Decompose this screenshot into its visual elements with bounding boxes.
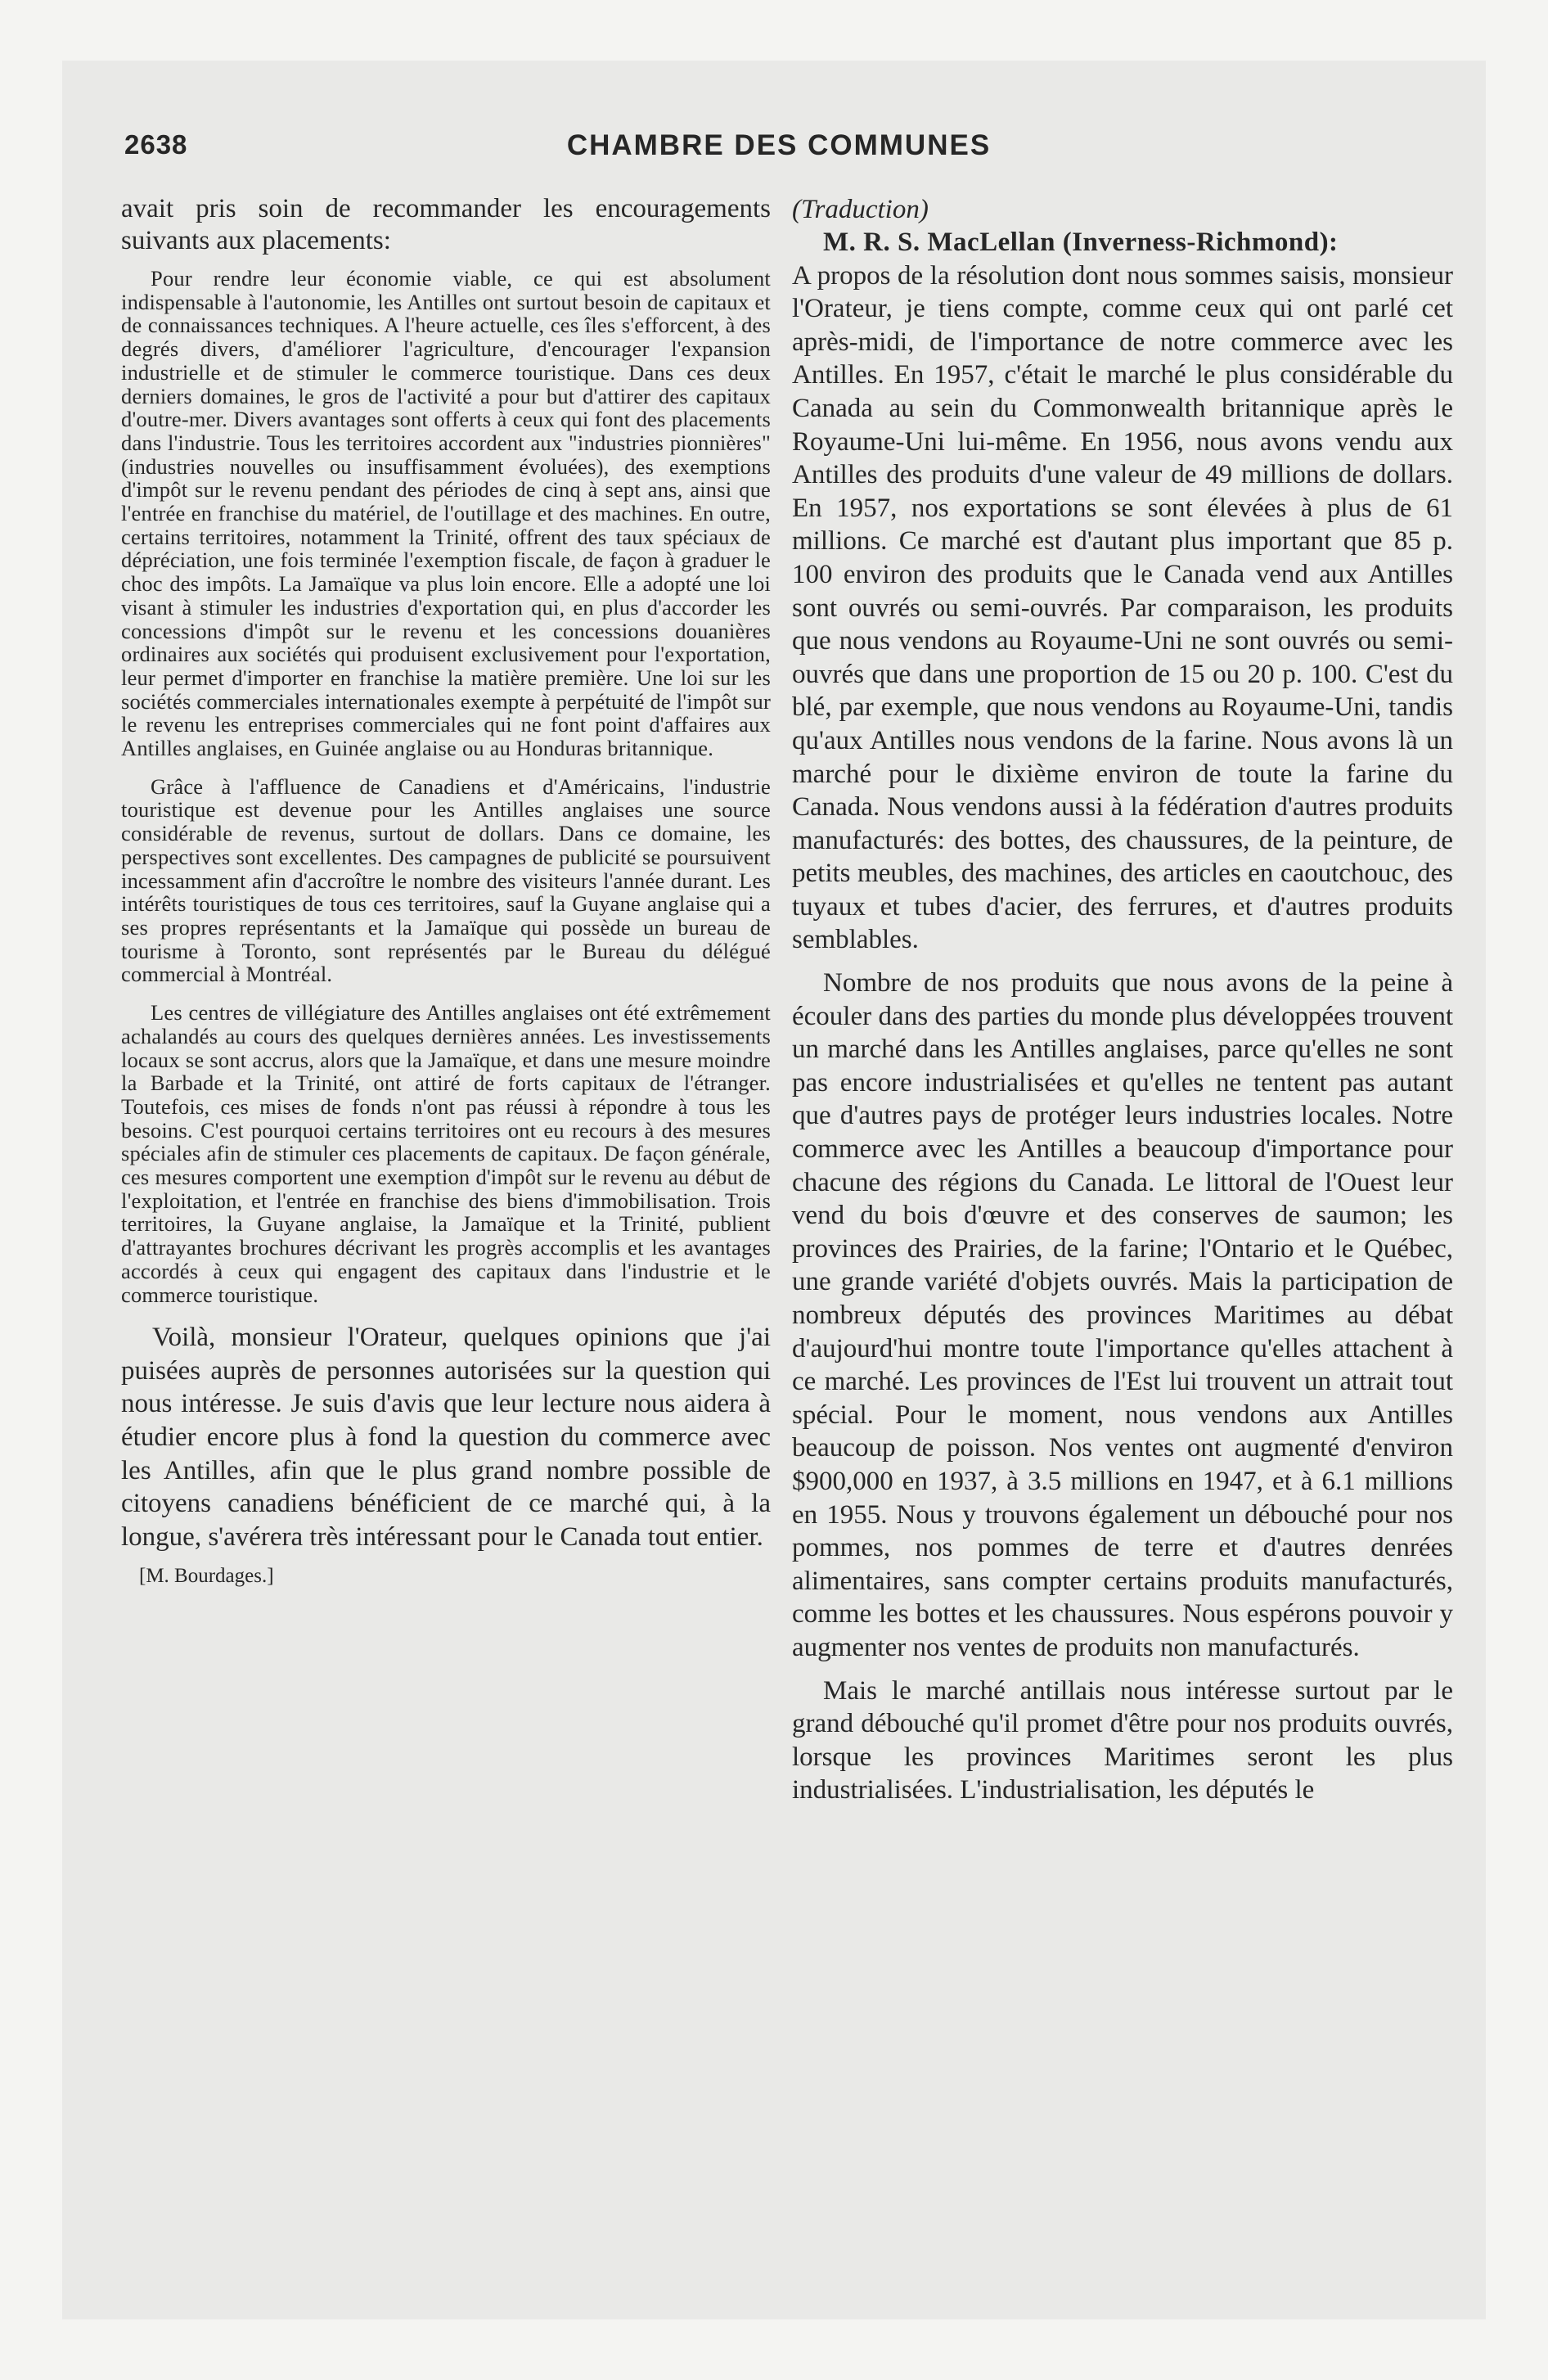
lead-paragraph: avait pris soin de recommander les encouragements suivants aux placements:: [121, 194, 771, 255]
speech-paragraph-1: A propos de la résolution dont nous sommes saisis, monsieur l'Orateur, je tiens compte, comme ceux qui ont parlé cet après-midi, de l'importance de notre commerce avec les Antilles. En 1957, c'était le marché le plus considérable du Canada au sein du Commonwealth britannique après le Royaume-Uni lui-même. En 1956, nous avons vendu aux Antilles des produits d'une valeur de 49 millions de dollars. En 1957, nos exportations se sont élevées à plus de 61 millions. Ce marché est d'autant plus important que 85 p. 100 environ des produits que le Canada vend aux Antilles sont ouvrés ou semi-ouvrés. Par comparaison, les produits que nous vendons au Royaume-Uni ne sont ouvrés ou semi-ouvrés que dans une proportion de 15 ou 20 p. 100. C'est du blé, par exemple, que nous vendons au Royaume-Uni, tandis qu'aux Antilles nous vendons de la farine. Nous avons là un marché pour le dixième environ de toute la farine du Canada. Nous vendons aussi à la fédération d'autres produits manufacturés: des bottes, des chaussures, de la peinture, de petits meubles, des machines, des articles en caoutchouc, des tuyaux et tubes d'acier, des ferrures, et d'autres produits semblables.: [792, 260, 1453, 955]
page-header: [124, 129, 1433, 170]
left-column: [121, 193, 771, 1588]
translation-note: (Traduction): [792, 195, 929, 224]
quoted-paragraph-1: Pour rendre leur économie viable, ce qui est absolument indispensable à l'autonomie, les Antilles ont surtout besoin de capitaux et de connaissances techniques. A l'heure actuelle, ces îles s'efforcent, à des degrés divers, d'améliorer l'agriculture, d'encourager l'expansion industrielle et de stimuler le commerce touristique. Dans ces deux derniers domaines, le gros de l'activité a pour but d'attirer des capitaux d'outre-mer. Divers avantages sont offerts à ceux qui font des placements dans l'industrie. Tous les territoires accordent aux "industries pionnières" (industries nouvelles ou insuffisamment évoluées), des exemptions d'impôt sur le revenu pendant des périodes de cinq à sept ans, ainsi que l'entrée en franchise du matériel, de l'outillage et des machines. En outre, certains territoires, notamment la Trinité, offrent des taux spéciaux de dépréciation, une fois terminée l'exemption fiscale, de façon à graduer le choc des impôts. La Jamaïque va plus loin encore. Elle a adopté une loi visant à stimuler les industries d'exportation qui, en plus d'accorder les concessions d'impôt sur le revenu et les concessions douanières ordinaires aux sociétés qui produisent exclusivement pour l'exportation, leur permet d'importer en franchise la matière première. Une loi sur les sociétés commerciales internationales exempte à perpétuité de l'impôt sur le revenu les entreprises commerciales qui ne font point d'affaires aux Antilles anglaises, en Guinée anglaise ou au Honduras britannique.: [121, 266, 771, 761]
page-number: 2638: [124, 129, 188, 160]
closing-paragraph: Voilà, monsieur l'Orateur, quelques opinions que j'ai puisées auprès de personnes autorisées sur la question qui nous intéresse. Je suis d'avis que leur lecture nous aidera à étudier encore plus à fond la question du commerce avec les Antilles, afin que le plus grand nombre possible de citoyens canadiens bénéficient de ce marché qui, à la longue, s'avérera très intéressant pour le Canada tout entier.: [121, 1323, 771, 1552]
speaker-name: M. R. S. MacLellan (Inverness-Richmond):: [823, 228, 1339, 257]
speech-paragraph-3: Mais le marché antillais nous intéresse surtout par le grand débouché qu'il promet d'être pour nos produits ouvrés, lorsque les provinces Maritimes seront les plus industrialisées. L'industrialisation, les députés le: [792, 1675, 1453, 1805]
page-title: CHAMBRE DES COMMUNES: [566, 129, 992, 161]
speaker-heading: [792, 226, 1453, 259]
quoted-paragraph-3: Les centres de villégiature des Antilles anglaises ont été extrêmement achalandés au cours des quelques dernières années. Les investissements locaux se sont accrus, alors que la Jamaïque, et dans une mesure moindre la Barbade et la Trinité, ont attiré de forts capitaux de l'étranger. Toutefois, ces mises de fonds n'ont pas réussi à répondre à tous les besoins. C'est pourquoi certains territoires ont eu recours à des mesures spéciales afin de stimuler ces placements de capitaux. De façon générale, ces mesures comportent une exemption d'impôt sur le revenu au début de l'exploitation, et l'entrée en franchise des biens d'immobilisation. Trois territoires, la Guyane anglaise, la Jamaïque et la Trinité, publient d'attrayantes brochures décrivant les progrès accomplis et les avantages accordés à ceux qui engagent des capitaux dans l'industrie et le commerce touristique.: [121, 1000, 771, 1307]
speaker-attribution: [M. Bourdages.]: [139, 1565, 274, 1588]
right-column: [792, 193, 1453, 1817]
speech-paragraph-2: Nombre de nos produits que nous avons de la peine à écouler dans des parties du monde plus développées trouvent un marché dans les Antilles anglaises, parce qu'elles ne sont pas encore industrialisées et qu'elles ne tentent pas autant que d'autres pays de protéger leurs industries locales. Notre commerce avec les Antilles a beaucoup d'importance pour chacune des régions du Canada. Le littoral de l'Ouest leur vend du bois d'œuvre et des conserves de saumon; les provinces des Prairies, de la farine; l'Ontario et le Québec, une grande variété d'objets ouvrés. Mais la participation de nombreux députés des provinces Maritimes au débat d'aujourd'hui montre toute l'importance qu'elles attachent à ce marché. Les provinces de l'Est lui trouvent un attrait tout spécial. Pour le moment, nous vendons aux Antilles beaucoup de poisson. Nos ventes ont augmenté d'environ $900,000 en 1937, à 3.5 millions en 1947, et à 6.1 millions en 1955. Nous y trouvons également un débouché pour nos pommes, nos pommes de terre et d'autres denrées alimentaires, sans compter certains produits manufacturés, comme les bottes et les chaussures. Nous espérons pouvoir y augmenter nos ventes de produits non manufacturés.: [792, 968, 1453, 1662]
quoted-paragraph-2: Grâce à l'affluence de Canadiens et d'Américains, l'industrie touristique est devenue pour les Antilles anglaises une source considérable de revenus, surtout de dollars. Dans ce domaine, les perspectives sont excellentes. Des campagnes de publicité se poursuivent incessamment afin d'accroître le nombre des visiteurs l'année durant. Les intérêts touristiques de tous ces territoires, sauf la Guyane anglaise qui a ses propres représentants et la Jamaïque qui possède un bureau de tourisme à Toronto, sont représentés par le Bureau du délégué commercial à Montréal.: [121, 773, 771, 987]
